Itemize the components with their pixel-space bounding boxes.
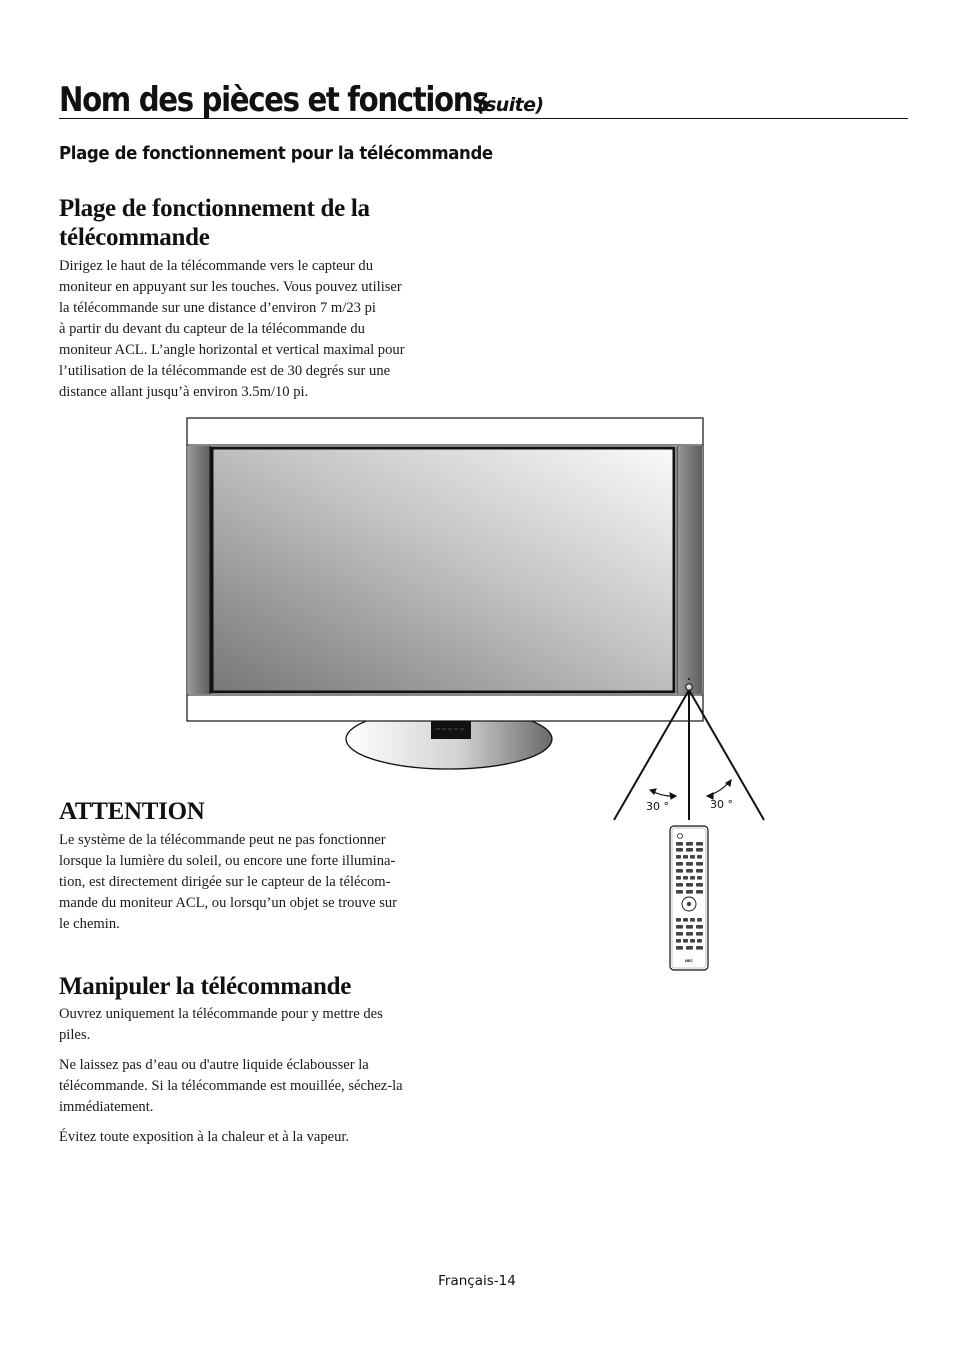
handling-para-1: [59, 1004, 383, 1046]
remote-button: [676, 925, 683, 929]
text-line: la télécommande sur une distance d’environ 7 m/23 pi: [59, 300, 376, 316]
remote-button: [696, 862, 703, 866]
page-footer: Français-14: [438, 1273, 516, 1289]
remote-button: [676, 890, 683, 894]
remote-button: [686, 932, 693, 936]
remote-button: [690, 939, 695, 943]
remote-button: [696, 946, 703, 950]
attention-body: [59, 830, 397, 935]
angle-arrows: [650, 780, 731, 799]
remote-button: [696, 883, 703, 887]
remote-button: [686, 925, 693, 929]
text-line: moniteur en appuyant sur les touches. Vous pouvez utiliser: [59, 279, 402, 295]
remote-button: [696, 925, 703, 929]
attention-heading: ATTENTION: [59, 798, 205, 825]
text-line: Dirigez le haut de la télécommande vers le capteur du: [59, 258, 374, 274]
range-heading-line1: Plage de fonctionnement de la: [59, 195, 370, 222]
remote-button: [683, 939, 688, 943]
remote-button: [676, 918, 681, 922]
text-line: Le système de la télécommande peut ne pas fonctionner: [59, 832, 386, 848]
remote-button: [683, 918, 688, 922]
section-heading: Plage de fonctionnement pour la télécommande: [59, 143, 493, 164]
remote-button: [683, 876, 688, 880]
remote-button: [697, 876, 702, 880]
remote-button: [697, 918, 702, 922]
remote-button: [696, 848, 703, 852]
remote-button: [676, 939, 681, 943]
remote-button: [676, 883, 683, 887]
angle-label-left: 30 °: [646, 800, 669, 813]
remote-button: [686, 869, 693, 873]
remote-button: [690, 876, 695, 880]
remote-button: [676, 869, 683, 873]
handling-heading: Manipuler la télécommande: [59, 973, 351, 1000]
text-line: Évitez toute exposition à la chaleur et à la vapeur.: [59, 1129, 350, 1145]
remote-button: [683, 855, 688, 859]
remote-button: [696, 890, 703, 894]
remote-button: [696, 842, 703, 846]
text-line: immédiatement.: [59, 1099, 154, 1115]
remote-button: [676, 848, 683, 852]
remote-button: [676, 946, 683, 950]
range-heading-line2: télécommande: [59, 224, 210, 251]
text-line: Ouvrez uniquement la télécommande pour y mettre des: [59, 1006, 383, 1022]
remote-button: [676, 842, 683, 846]
angle-label-right: 30 °: [710, 798, 733, 811]
remote-button: [690, 855, 695, 859]
text-line: le chemin.: [59, 916, 120, 932]
text-line: piles.: [59, 1027, 91, 1043]
text-line: tion, est directement dirigée sur le capteur de la télécom-: [59, 874, 391, 890]
text-line: moniteur ACL. L’angle horizontal et vertical maximal pour: [59, 342, 405, 358]
text-line: distance allant jusqu’à environ 3.5m/10 pi.: [59, 384, 309, 400]
remote-button: [686, 862, 693, 866]
text-line: lorsque la lumière du soleil, ou encore une forte illumina-: [59, 853, 396, 869]
remote-button: [697, 939, 702, 943]
text-line: à partir du devant du capteur de la télécommande du: [59, 321, 365, 337]
lcd-monitor: [187, 418, 703, 721]
handling-para-3: [59, 1127, 349, 1148]
remote-button: [686, 946, 693, 950]
remote-button: [686, 842, 693, 846]
remote-button: [696, 932, 703, 936]
remote-button: [697, 855, 702, 859]
text-line: Ne laissez pas d’eau ou d'autre liquide éclabousser la: [59, 1057, 369, 1073]
remote-button: [676, 932, 683, 936]
remote-brand-logo: NEC: [685, 959, 693, 963]
remote-button: [690, 918, 695, 922]
remote-button: [676, 855, 681, 859]
remote-button: [676, 862, 683, 866]
handling-para-2: [59, 1055, 403, 1118]
remote-button: [686, 883, 693, 887]
page-title-suffix: (suite): [477, 94, 544, 116]
text-line: mande du moniteur ACL, ou lorsqu’un objet se trouve sur: [59, 895, 398, 911]
page-title-text: Nom des pièces et fonctions: [59, 80, 489, 120]
remote-button: [696, 869, 703, 873]
text-line: l’utilisation de la télécommande est de 30 degrés sur une: [59, 363, 391, 379]
remote-button: [676, 876, 681, 880]
text-line: télécommande. Si la télécommande est mouillée, séchez-la: [59, 1078, 403, 1094]
remote-button: [686, 890, 693, 894]
remote-button: [686, 848, 693, 852]
remote-control-icon: [670, 826, 708, 970]
